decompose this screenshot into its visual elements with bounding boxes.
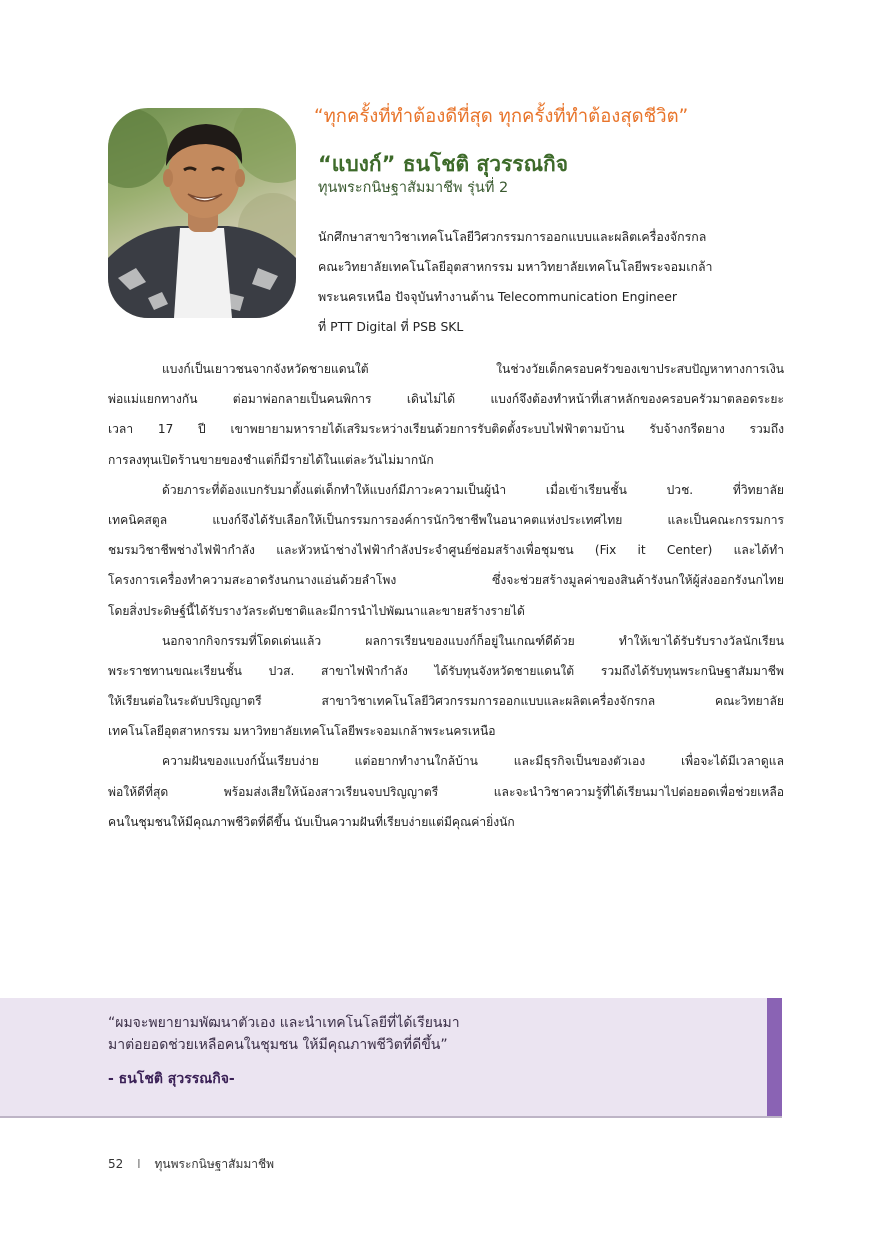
body-line: นอกจากกิจกรรมที่โดดเด่นแล้ว ผลการเรียนของแบงก์ก็อยู่ในเกณฑ์ดีด้วย ทำให้เขาได้รับรับรางวัลนักเรียน xyxy=(162,633,784,648)
body-line: พ่อให้ดีที่สุด พร้อมส่งเสียให้น้องสาวเรียนจบปริญญาตรี และจะนำวิชาความรู้ที่ได้เรียนมาไปต่อยอดเพื่อช่วยเหลือ xyxy=(108,784,784,799)
body-line: พระราชทานขณะเรียนชั้น ปวส. สาขาไฟฟ้ากำลัง ได้รับทุนจังหวัดชายแดนใต้ รวมถึงได้รับทุนพระกนิษฐาสัมมาชีพ xyxy=(108,663,784,678)
portrait-photo xyxy=(108,108,296,318)
page-number: 52 xyxy=(108,1157,124,1171)
article-body xyxy=(108,354,784,837)
footer-separator: I xyxy=(137,1157,141,1171)
body-line: ให้เรียนต่อในระดับปริญญาตรี สาขาวิชาเทคโนโลยีวิศวกรรมการออกแบบและผลิตเครื่องจักรกล คณะวิทยาลัย xyxy=(108,694,784,709)
accent-bar xyxy=(767,998,782,1116)
body-line: คนในชุมชนให้มีคุณภาพชีวิตที่ดีขึ้น นับเป็นความฝันที่เรียบง่ายแต่มีคุณค่ายิ่งนัก xyxy=(108,814,515,829)
pull-quote xyxy=(108,1012,460,1056)
pull-quote-line: “ผมจะพยายามพัฒนาตัวเอง และนำเทคโนโลยีที่ได้เรียนมา xyxy=(108,1015,460,1031)
body-line: เทคนิคสตูล แบงก์จึงได้รับเลือกให้เป็นกรรมการองค์การนักวิชาชีพในอนาคตแห่งประเทศไทย และเป็นคณะกรรมการ xyxy=(108,512,784,527)
headline-quote: “ทุกครั้งที่ทำต้องดีที่สุด ทุกครั้งที่ทำต้องสุดชีวิต” xyxy=(314,106,689,127)
pull-quote-signature: - ธนโชติ สุวรรณกิจ- xyxy=(108,1071,235,1087)
body-line: พ่อแม่แยกทางกัน ต่อมาพ่อกลายเป็นคนพิการ เดินไม่ได้ แบงก์จึงต้องทำหน้าที่เสาหลักของครอบครัวมาตลอดระยะ xyxy=(108,392,784,407)
publication-name: ทุนพระกนิษฐาสัมมาชีพ xyxy=(154,1157,275,1171)
body-line: แบงก์เป็นเยาวชนจากจังหวัดชายแดนใต้ ในช่วงวัยเด็กครอบครัวของเขาประสบปัญหาทางการเงิน xyxy=(162,362,784,376)
body-line: เวลา 17 ปี เขาพยายามหารายได้เสริมระหว่างเรียนด้วยการรับติดตั้งระบบไฟฟ้าตามบ้าน รับจ้างกรีดยาง รวมถึง xyxy=(108,422,784,437)
bio-line: คณะวิทยาลัยเทคโนโลยีอุตสาหกรรม มหาวิทยาลัยเทคโนโลยีพระจอมเกล้า xyxy=(318,259,713,274)
scholarship-subtitle: ทุนพระกนิษฐาสัมมาชีพ รุ่นที่ 2 xyxy=(318,180,509,196)
body-line: โดยสิ่งประดิษฐ์นี้ได้รับรางวัลระดับชาติและมีการนำไปพัฒนาและขายสร้างรายได้ xyxy=(108,603,525,618)
body-line: โครงการเครื่องทำความสะอาดรังนกนางแอ่นด้วยลำโพง ซึ่งจะช่วยสร้างมูลค่าของสินค้ารังนกให้ผู้ส่งออกรังนกไทย xyxy=(108,573,784,588)
person-name: “แบงก์” ธนโชติ สุวรรณกิจ xyxy=(318,152,569,176)
bio-line: ที่ PTT Digital ที่ PSB SKL xyxy=(318,319,464,334)
bio-line: พระนครเหนือ ปัจจุบันทำงานด้าน Telecommunication Engineer xyxy=(318,289,677,304)
portrait-illustration xyxy=(108,108,296,318)
body-line: ชมรมวิชาชีพช่างไฟฟ้ากำลัง และหัวหน้าช่างไฟฟ้ากำลังประจำศูนย์ซ่อมสร้างเพื่อชุมชน (Fix it Center) และได้ทำ xyxy=(108,543,784,558)
page-footer xyxy=(108,1155,274,1174)
body-line: เทคโนโลยีอุตสาหกรรม มหาวิทยาลัยเทคโนโลยีพระจอมเกล้าพระนครเหนือ xyxy=(108,724,496,739)
body-line: ความฝันของแบงก์นั้นเรียบง่าย แต่อยากทำงานใกล้บ้าน และมีธุรกิจเป็นของตัวเอง เพื่อจะได้มีเวลาดูแล xyxy=(162,754,784,769)
body-line: การลงทุนเปิดร้านขายของชำแต่ก็มีรายได้ในแต่ละวันไม่มากนัก xyxy=(108,452,434,467)
pull-quote-box xyxy=(0,998,782,1118)
body-line: ด้วยภาระที่ต้องแบกรับมาตั้งแต่เด็กทำให้แบงก์มีภาวะความเป็นผู้นำ เมื่อเข้าเรียนชั้น ปวช. ที่วิทยาลัย xyxy=(162,482,784,497)
bio-line: นักศึกษาสาขาวิชาเทคโนโลยีวิศวกรรมการออกแบบและผลิตเครื่องจักรกล xyxy=(318,229,707,244)
bio-block xyxy=(318,222,798,342)
pull-quote-line: มาต่อยอดช่วยเหลือคนในชุมชน ให้มีคุณภาพชีวิตที่ดีขึ้น” xyxy=(108,1037,448,1053)
